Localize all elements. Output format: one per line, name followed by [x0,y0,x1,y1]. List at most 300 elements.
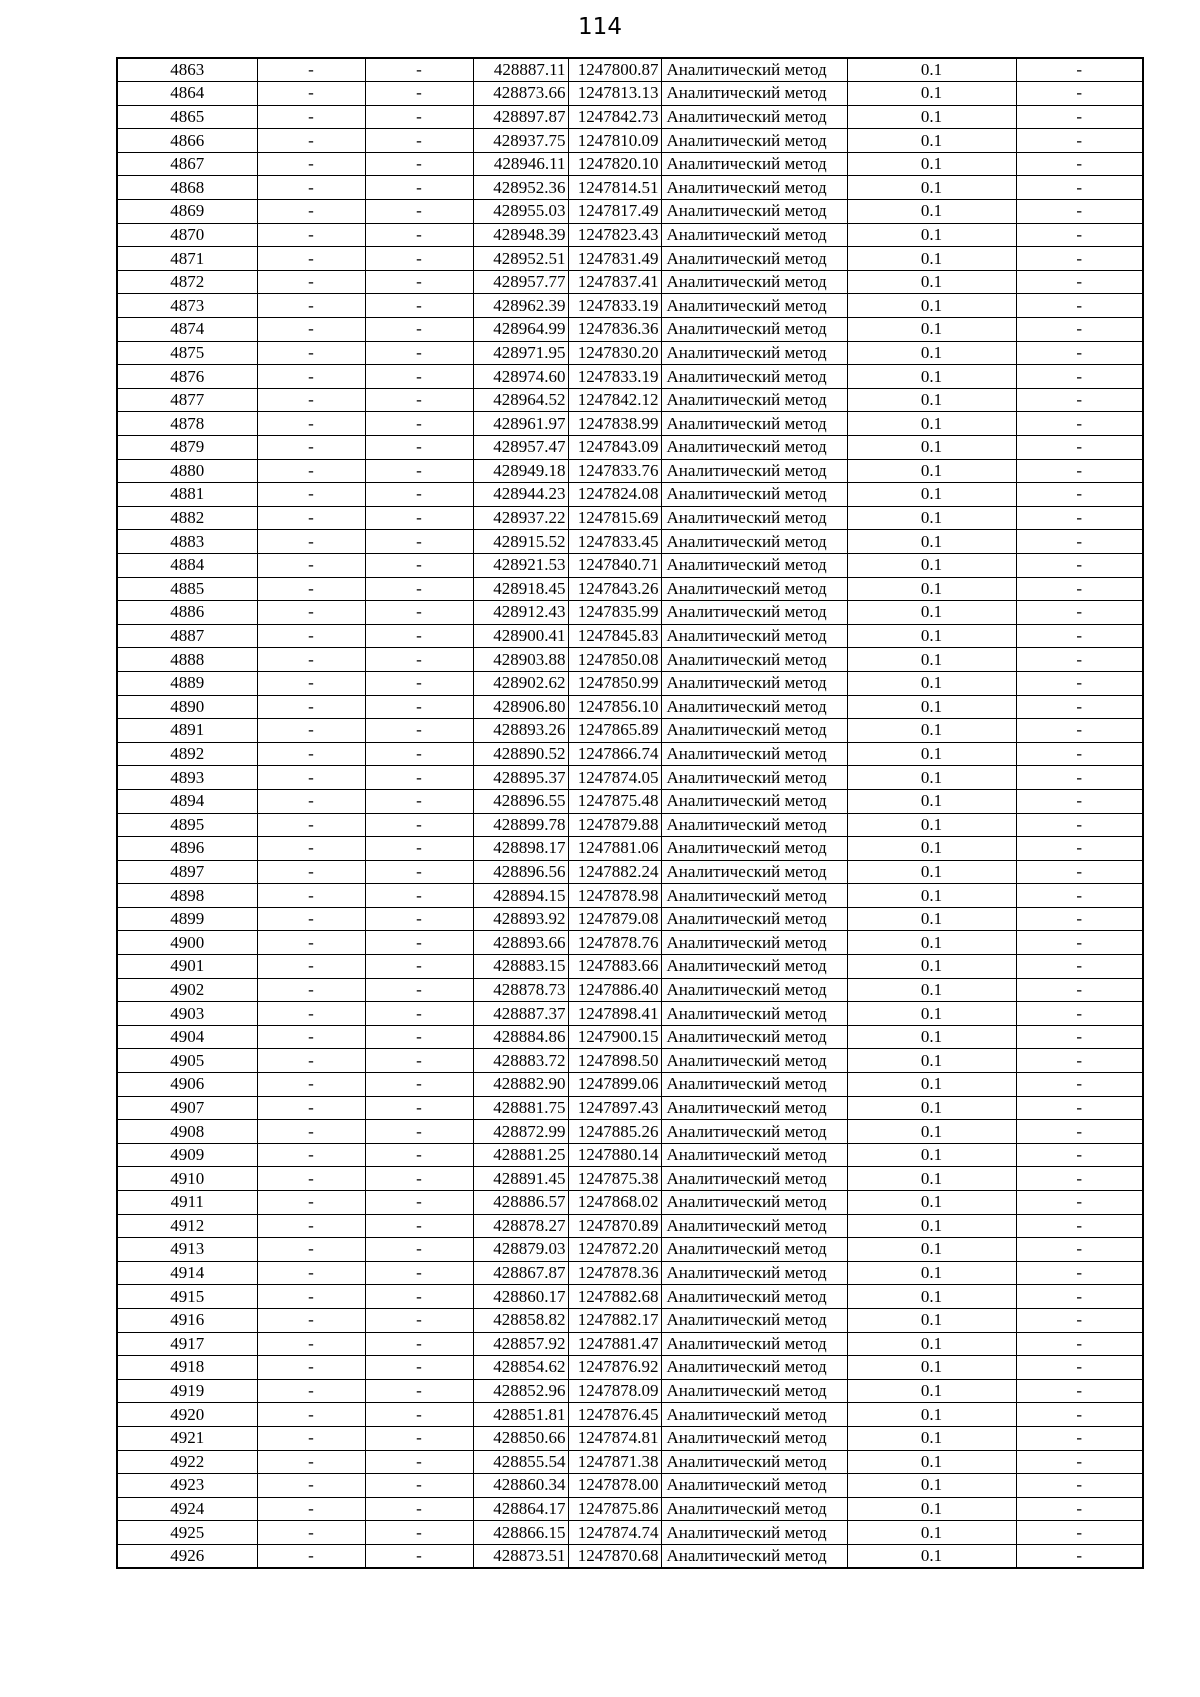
empty-value-cell: - [1016,978,1143,1002]
empty-value-cell: - [257,1356,365,1380]
empty-value-cell: - [365,483,473,507]
x-coordinate-cell: 428864.17 [473,1497,568,1521]
empty-value-cell: - [365,1379,473,1403]
x-coordinate-cell: 428882.90 [473,1073,568,1097]
empty-value-cell: - [1016,129,1143,153]
table-row [117,1167,1143,1191]
empty-value-cell: - [1016,1167,1143,1191]
table-row [117,82,1143,106]
x-coordinate-cell: 428873.51 [473,1544,568,1568]
y-coordinate-cell: 1247850.08 [568,648,661,672]
empty-value-cell: - [257,1332,365,1356]
y-coordinate-cell: 1247870.68 [568,1544,661,1568]
table-row [117,1544,1143,1568]
table-row [117,200,1143,224]
table-row [117,695,1143,719]
accuracy-cell: 0.1 [847,978,1016,1002]
point-number-cell: 4912 [117,1214,257,1238]
empty-value-cell: - [365,978,473,1002]
table-row [117,176,1143,200]
method-cell: Аналитический метод [661,1332,847,1356]
y-coordinate-cell: 1247833.19 [568,294,661,318]
empty-value-cell: - [257,577,365,601]
y-coordinate-cell: 1247838.99 [568,412,661,436]
x-coordinate-cell: 428900.41 [473,624,568,648]
accuracy-cell: 0.1 [847,601,1016,625]
y-coordinate-cell: 1247865.89 [568,719,661,743]
accuracy-cell: 0.1 [847,742,1016,766]
table-row [117,1261,1143,1285]
empty-value-cell: - [257,58,365,82]
point-number-cell: 4905 [117,1049,257,1073]
x-coordinate-cell: 428896.55 [473,789,568,813]
method-cell: Аналитический метод [661,152,847,176]
accuracy-cell: 0.1 [847,129,1016,153]
empty-value-cell: - [365,247,473,271]
empty-value-cell: - [365,624,473,648]
empty-value-cell: - [257,1191,365,1215]
point-number-cell: 4877 [117,388,257,412]
table-row [117,1049,1143,1073]
accuracy-cell: 0.1 [847,1474,1016,1498]
empty-value-cell: - [365,530,473,554]
method-cell: Аналитический метод [661,978,847,1002]
empty-value-cell: - [1016,1002,1143,1026]
table-row [117,129,1143,153]
empty-value-cell: - [257,1167,365,1191]
point-number-cell: 4915 [117,1285,257,1309]
table-row [117,270,1143,294]
point-number-cell: 4866 [117,129,257,153]
empty-value-cell: - [257,1143,365,1167]
accuracy-cell: 0.1 [847,1426,1016,1450]
x-coordinate-cell: 428915.52 [473,530,568,554]
table-row [117,648,1143,672]
empty-value-cell: - [1016,412,1143,436]
y-coordinate-cell: 1247817.49 [568,200,661,224]
x-coordinate-cell: 428883.72 [473,1049,568,1073]
empty-value-cell: - [1016,1191,1143,1215]
empty-value-cell: - [1016,294,1143,318]
y-coordinate-cell: 1247874.81 [568,1426,661,1450]
empty-value-cell: - [1016,1120,1143,1144]
table-row [117,860,1143,884]
empty-value-cell: - [365,766,473,790]
point-number-cell: 4882 [117,506,257,530]
accuracy-cell: 0.1 [847,695,1016,719]
x-coordinate-cell: 428896.56 [473,860,568,884]
empty-value-cell: - [1016,907,1143,931]
accuracy-cell: 0.1 [847,766,1016,790]
method-cell: Аналитический метод [661,813,847,837]
empty-value-cell: - [365,82,473,106]
empty-value-cell: - [1016,766,1143,790]
accuracy-cell: 0.1 [847,1238,1016,1262]
table-row [117,742,1143,766]
x-coordinate-cell: 428946.11 [473,152,568,176]
empty-value-cell: - [365,341,473,365]
table-row [117,907,1143,931]
y-coordinate-cell: 1247876.92 [568,1356,661,1380]
empty-value-cell: - [257,742,365,766]
method-cell: Аналитический метод [661,955,847,979]
point-number-cell: 4884 [117,553,257,577]
y-coordinate-cell: 1247881.06 [568,837,661,861]
empty-value-cell: - [365,436,473,460]
empty-value-cell: - [365,1025,473,1049]
empty-value-cell: - [365,58,473,82]
x-coordinate-cell: 428918.45 [473,577,568,601]
table-row [117,365,1143,389]
accuracy-cell: 0.1 [847,1191,1016,1215]
empty-value-cell: - [365,577,473,601]
point-number-cell: 4901 [117,955,257,979]
empty-value-cell: - [257,388,365,412]
y-coordinate-cell: 1247836.36 [568,318,661,342]
empty-value-cell: - [1016,671,1143,695]
point-number-cell: 4876 [117,365,257,389]
empty-value-cell: - [257,1497,365,1521]
empty-value-cell: - [1016,837,1143,861]
y-coordinate-cell: 1247843.26 [568,577,661,601]
method-cell: Аналитический метод [661,1356,847,1380]
empty-value-cell: - [257,837,365,861]
point-number-cell: 4910 [117,1167,257,1191]
accuracy-cell: 0.1 [847,1143,1016,1167]
empty-value-cell: - [1016,695,1143,719]
x-coordinate-cell: 428886.57 [473,1191,568,1215]
point-number-cell: 4908 [117,1120,257,1144]
method-cell: Аналитический метод [661,1521,847,1545]
empty-value-cell: - [365,1497,473,1521]
empty-value-cell: - [365,813,473,837]
point-number-cell: 4873 [117,294,257,318]
empty-value-cell: - [257,978,365,1002]
method-cell: Аналитический метод [661,1426,847,1450]
point-number-cell: 4872 [117,270,257,294]
accuracy-cell: 0.1 [847,270,1016,294]
empty-value-cell: - [365,1426,473,1450]
y-coordinate-cell: 1247875.86 [568,1497,661,1521]
method-cell: Аналитический метод [661,1238,847,1262]
point-number-cell: 4891 [117,719,257,743]
empty-value-cell: - [365,388,473,412]
empty-value-cell: - [365,860,473,884]
accuracy-cell: 0.1 [847,436,1016,460]
point-number-cell: 4926 [117,1544,257,1568]
empty-value-cell: - [365,1474,473,1498]
point-number-cell: 4865 [117,105,257,129]
empty-value-cell: - [365,553,473,577]
method-cell: Аналитический метод [661,530,847,554]
accuracy-cell: 0.1 [847,577,1016,601]
table-row [117,1403,1143,1427]
point-number-cell: 4898 [117,884,257,908]
empty-value-cell: - [365,955,473,979]
empty-value-cell: - [1016,1426,1143,1450]
point-number-cell: 4880 [117,459,257,483]
empty-value-cell: - [1016,388,1143,412]
empty-value-cell: - [257,506,365,530]
accuracy-cell: 0.1 [847,483,1016,507]
y-coordinate-cell: 1247875.38 [568,1167,661,1191]
y-coordinate-cell: 1247898.41 [568,1002,661,1026]
x-coordinate-cell: 428952.51 [473,247,568,271]
y-coordinate-cell: 1247830.20 [568,341,661,365]
method-cell: Аналитический метод [661,176,847,200]
point-number-cell: 4878 [117,412,257,436]
point-number-cell: 4897 [117,860,257,884]
accuracy-cell: 0.1 [847,530,1016,554]
empty-value-cell: - [365,1073,473,1097]
empty-value-cell: - [365,648,473,672]
table-row [117,459,1143,483]
accuracy-cell: 0.1 [847,1096,1016,1120]
empty-value-cell: - [257,789,365,813]
x-coordinate-cell: 428851.81 [473,1403,568,1427]
empty-value-cell: - [1016,176,1143,200]
point-number-cell: 4889 [117,671,257,695]
x-coordinate-cell: 428879.03 [473,1238,568,1262]
empty-value-cell: - [365,1521,473,1545]
point-number-cell: 4879 [117,436,257,460]
method-cell: Аналитический метод [661,1214,847,1238]
empty-value-cell: - [257,648,365,672]
empty-value-cell: - [365,931,473,955]
accuracy-cell: 0.1 [847,247,1016,271]
empty-value-cell: - [365,506,473,530]
y-coordinate-cell: 1247868.02 [568,1191,661,1215]
coordinates-table [116,57,1144,1569]
method-cell: Аналитический метод [661,200,847,224]
empty-value-cell: - [1016,270,1143,294]
empty-value-cell: - [1016,813,1143,837]
accuracy-cell: 0.1 [847,200,1016,224]
y-coordinate-cell: 1247845.83 [568,624,661,648]
empty-value-cell: - [1016,1214,1143,1238]
y-coordinate-cell: 1247800.87 [568,58,661,82]
empty-value-cell: - [365,1356,473,1380]
accuracy-cell: 0.1 [847,105,1016,129]
x-coordinate-cell: 428873.66 [473,82,568,106]
method-cell: Аналитический метод [661,58,847,82]
accuracy-cell: 0.1 [847,1167,1016,1191]
x-coordinate-cell: 428893.92 [473,907,568,931]
method-cell: Аналитический метод [661,1073,847,1097]
x-coordinate-cell: 428881.75 [473,1096,568,1120]
method-cell: Аналитический метод [661,82,847,106]
x-coordinate-cell: 428937.75 [473,129,568,153]
accuracy-cell: 0.1 [847,365,1016,389]
x-coordinate-cell: 428957.77 [473,270,568,294]
y-coordinate-cell: 1247876.45 [568,1403,661,1427]
accuracy-cell: 0.1 [847,1025,1016,1049]
accuracy-cell: 0.1 [847,459,1016,483]
empty-value-cell: - [257,1521,365,1545]
x-coordinate-cell: 428898.17 [473,837,568,861]
empty-value-cell: - [257,412,365,436]
table-row [117,719,1143,743]
accuracy-cell: 0.1 [847,223,1016,247]
empty-value-cell: - [365,459,473,483]
empty-value-cell: - [257,1261,365,1285]
accuracy-cell: 0.1 [847,624,1016,648]
empty-value-cell: - [257,200,365,224]
x-coordinate-cell: 428850.66 [473,1426,568,1450]
empty-value-cell: - [365,742,473,766]
method-cell: Аналитический метод [661,1191,847,1215]
table-row [117,152,1143,176]
empty-value-cell: - [365,152,473,176]
table-row [117,1379,1143,1403]
empty-value-cell: - [1016,1238,1143,1262]
accuracy-cell: 0.1 [847,1521,1016,1545]
empty-value-cell: - [365,907,473,931]
accuracy-cell: 0.1 [847,1450,1016,1474]
method-cell: Аналитический метод [661,223,847,247]
accuracy-cell: 0.1 [847,813,1016,837]
accuracy-cell: 0.1 [847,1356,1016,1380]
y-coordinate-cell: 1247820.10 [568,152,661,176]
empty-value-cell: - [365,200,473,224]
empty-value-cell: - [257,1474,365,1498]
empty-value-cell: - [1016,1285,1143,1309]
method-cell: Аналитический метод [661,1379,847,1403]
x-coordinate-cell: 428893.66 [473,931,568,955]
empty-value-cell: - [257,671,365,695]
empty-value-cell: - [365,1049,473,1073]
point-number-cell: 4886 [117,601,257,625]
empty-value-cell: - [1016,152,1143,176]
accuracy-cell: 0.1 [847,58,1016,82]
table-row [117,1521,1143,1545]
x-coordinate-cell: 428902.62 [473,671,568,695]
empty-value-cell: - [365,365,473,389]
empty-value-cell: - [257,365,365,389]
table-row [117,577,1143,601]
table-row [117,1450,1143,1474]
table-row [117,1426,1143,1450]
empty-value-cell: - [257,1025,365,1049]
accuracy-cell: 0.1 [847,1214,1016,1238]
method-cell: Аналитический метод [661,1450,847,1474]
accuracy-cell: 0.1 [847,388,1016,412]
x-coordinate-cell: 428974.60 [473,365,568,389]
table-row [117,884,1143,908]
x-coordinate-cell: 428883.15 [473,955,568,979]
empty-value-cell: - [365,671,473,695]
empty-value-cell: - [365,1167,473,1191]
empty-value-cell: - [1016,82,1143,106]
accuracy-cell: 0.1 [847,860,1016,884]
point-number-cell: 4868 [117,176,257,200]
accuracy-cell: 0.1 [847,318,1016,342]
empty-value-cell: - [257,624,365,648]
point-number-cell: 4890 [117,695,257,719]
method-cell: Аналитический метод [661,247,847,271]
method-cell: Аналитический метод [661,648,847,672]
point-number-cell: 4909 [117,1143,257,1167]
accuracy-cell: 0.1 [847,176,1016,200]
x-coordinate-cell: 428854.62 [473,1356,568,1380]
accuracy-cell: 0.1 [847,648,1016,672]
point-number-cell: 4917 [117,1332,257,1356]
y-coordinate-cell: 1247815.69 [568,506,661,530]
x-coordinate-cell: 428948.39 [473,223,568,247]
y-coordinate-cell: 1247823.43 [568,223,661,247]
table-row [117,1002,1143,1026]
method-cell: Аналитический метод [661,1497,847,1521]
x-coordinate-cell: 428971.95 [473,341,568,365]
x-coordinate-cell: 428955.03 [473,200,568,224]
table-row [117,978,1143,1002]
empty-value-cell: - [1016,223,1143,247]
accuracy-cell: 0.1 [847,412,1016,436]
empty-value-cell: - [365,270,473,294]
accuracy-cell: 0.1 [847,1497,1016,1521]
empty-value-cell: - [257,1544,365,1568]
table-row [117,223,1143,247]
empty-value-cell: - [365,1143,473,1167]
page-number: 114 [578,14,622,40]
empty-value-cell: - [365,176,473,200]
accuracy-cell: 0.1 [847,1403,1016,1427]
table-row [117,601,1143,625]
empty-value-cell: - [257,318,365,342]
empty-value-cell: - [1016,483,1143,507]
method-cell: Аналитический метод [661,601,847,625]
table-row [117,530,1143,554]
table-row [117,789,1143,813]
point-number-cell: 4919 [117,1379,257,1403]
y-coordinate-cell: 1247885.26 [568,1120,661,1144]
table-row [117,1356,1143,1380]
method-cell: Аналитический метод [661,1096,847,1120]
method-cell: Аналитический метод [661,766,847,790]
method-cell: Аналитический метод [661,105,847,129]
point-number-cell: 4894 [117,789,257,813]
y-coordinate-cell: 1247900.15 [568,1025,661,1049]
x-coordinate-cell: 428890.52 [473,742,568,766]
x-coordinate-cell: 428855.54 [473,1450,568,1474]
table-row [117,483,1143,507]
table-row [117,1214,1143,1238]
table-row [117,412,1143,436]
point-number-cell: 4922 [117,1450,257,1474]
empty-value-cell: - [1016,789,1143,813]
empty-value-cell: - [1016,318,1143,342]
accuracy-cell: 0.1 [847,884,1016,908]
x-coordinate-cell: 428860.34 [473,1474,568,1498]
point-number-cell: 4895 [117,813,257,837]
x-coordinate-cell: 428921.53 [473,553,568,577]
point-number-cell: 4867 [117,152,257,176]
empty-value-cell: - [365,884,473,908]
y-coordinate-cell: 1247878.98 [568,884,661,908]
empty-value-cell: - [1016,1332,1143,1356]
table-row [117,1332,1143,1356]
empty-value-cell: - [257,176,365,200]
empty-value-cell: - [257,884,365,908]
table-row [117,1120,1143,1144]
table-row [117,247,1143,271]
empty-value-cell: - [1016,58,1143,82]
empty-value-cell: - [257,719,365,743]
method-cell: Аналитический метод [661,695,847,719]
x-coordinate-cell: 428867.87 [473,1261,568,1285]
point-number-cell: 4924 [117,1497,257,1521]
empty-value-cell: - [1016,1308,1143,1332]
